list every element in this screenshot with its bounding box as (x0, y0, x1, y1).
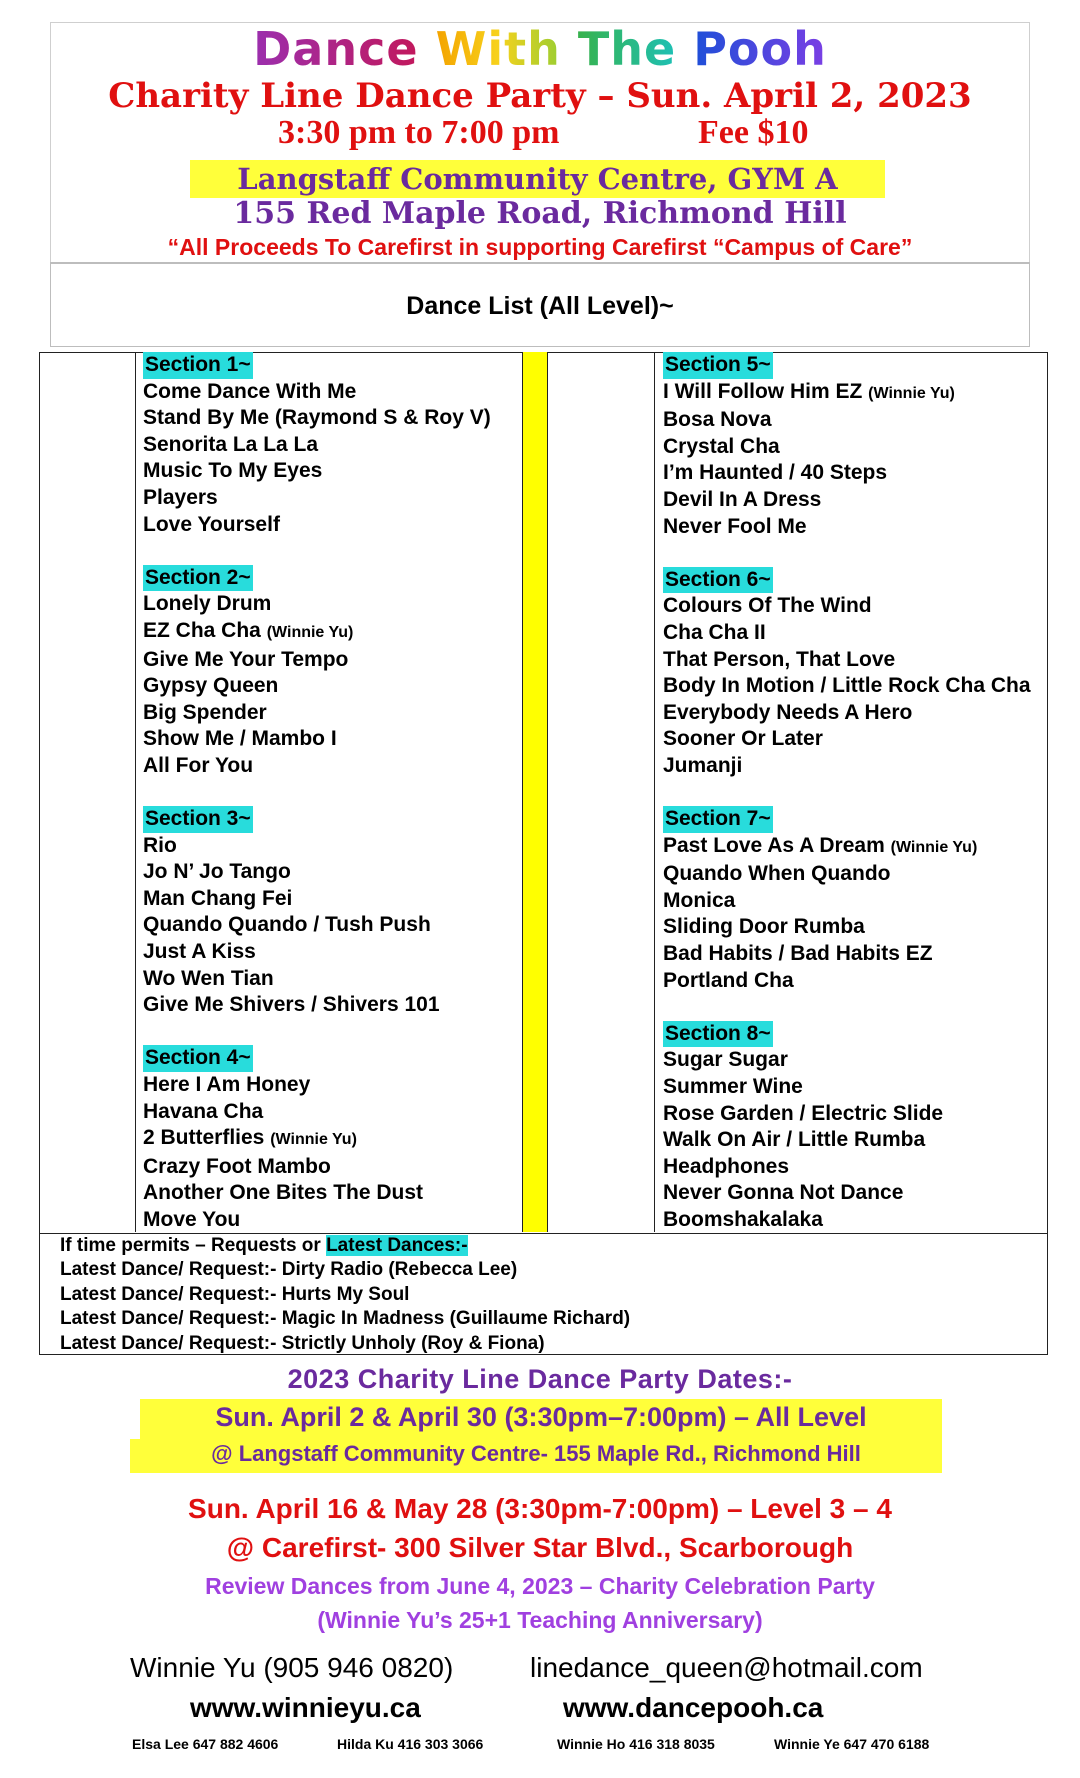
dance-item (143, 753, 491, 780)
dance-item (663, 941, 1031, 968)
dance-name: Jumanji (663, 753, 743, 777)
dance-item (143, 1099, 491, 1126)
dance-name: Quando When Quando (663, 862, 891, 886)
dance-name: Big Spender (143, 700, 267, 724)
section-heading (143, 1045, 491, 1072)
dance-name: Gypsy Queen (143, 674, 279, 698)
dance-name: 2 Butterflies (143, 1126, 265, 1150)
dance-instructor-note: (Winnie Yu) (868, 384, 955, 402)
contact-person: Winnie Ho 416 318 8035 (557, 1736, 715, 1752)
dance-name: Crazy Foot Mambo (143, 1154, 331, 1178)
latest-intro-highlight: Latest Dances:- (326, 1235, 468, 1256)
table-rule (654, 352, 655, 1232)
website-link-2[interactable]: www.dancepooh.ca (563, 1692, 824, 1723)
dance-item (663, 753, 1031, 780)
dance-item (663, 1074, 1031, 1101)
title-word-1: Dance (253, 22, 419, 76)
dance-name: Give Me Shivers / Shivers 101 (143, 993, 440, 1017)
dance-name: Another One Bites The Dust (143, 1181, 424, 1205)
dance-item (143, 726, 491, 753)
section-heading (663, 567, 1031, 594)
dance-item (143, 591, 491, 618)
dance-name: Crystal Cha (663, 434, 780, 458)
section-heading (143, 565, 491, 592)
section-label: Section 1~ (143, 352, 253, 379)
event-subtitle: Charity Line Dance Party – Sun. April 2, 2023 (108, 76, 972, 116)
dance-item (663, 460, 1031, 487)
section-gap (663, 780, 1031, 807)
dance-name: All For You (143, 753, 254, 777)
proceeds-note: “All Proceeds To Carefirst in supporting Carefirst “Campus of Care” (167, 234, 913, 260)
dance-name: Just A Kiss (143, 940, 256, 964)
dance-item (143, 458, 491, 485)
dance-name: Body In Motion / Little Rock Cha Cha (663, 674, 1031, 698)
dance-item (143, 673, 491, 700)
dance-name: Bad Habits / Bad Habits EZ (663, 942, 933, 966)
dance-name: Love Yourself (143, 512, 280, 536)
dance-name: Walk On Air / Little Rumba (663, 1128, 926, 1152)
latest-line: Latest Dance/ Request:- Magic In Madness (Guillaume Richard) (60, 1308, 631, 1330)
dance-item (663, 968, 1031, 995)
section-heading (663, 352, 1031, 379)
dance-item (663, 833, 1031, 862)
latest-line: Latest Dance/ Request:- Strictly Unholy (Roy & Fiona) (60, 1332, 545, 1354)
dance-item (663, 514, 1031, 541)
dance-item (663, 487, 1031, 514)
dance-item (663, 861, 1031, 888)
dance-name: Jo N’ Jo Tango (143, 860, 291, 884)
dance-name: Here I Am Honey (143, 1073, 311, 1097)
dance-item (663, 1180, 1031, 1207)
dance-name: Stand By Me (Raymond S & Roy V) (143, 406, 491, 430)
dance-name: Sooner Or Later (663, 727, 823, 751)
dance-item (663, 434, 1031, 461)
dance-item (143, 405, 491, 432)
section-heading (663, 1021, 1031, 1048)
section-heading (143, 352, 491, 379)
dance-item (663, 726, 1031, 753)
dance-name: Give Me Your Tempo (143, 647, 349, 671)
dance-item (143, 700, 491, 727)
dance-item (143, 1207, 491, 1234)
left-dance-column (143, 352, 491, 1234)
table-rule (522, 352, 523, 1232)
section-gap (663, 994, 1031, 1021)
dance-name: Music To My Eyes (143, 459, 323, 483)
dance-item (143, 886, 491, 913)
latest-line: Latest Dance/ Request:- Dirty Radio (Rebecca Lee) (60, 1259, 518, 1281)
dance-list-heading: Dance List (All Level)~ (406, 292, 674, 320)
section-label: Section 4~ (143, 1045, 253, 1072)
dance-item (663, 673, 1031, 700)
date-line-5: Review Dances from June 4, 2023 – Charity Celebration Party (205, 1573, 875, 1599)
divider-yellow-column (522, 352, 547, 1232)
section-gap (143, 538, 491, 565)
dance-name: I Will Follow Him EZ (663, 379, 863, 403)
dance-item (663, 647, 1031, 674)
contact-person: Hilda Ku 416 303 3066 (337, 1736, 484, 1752)
dance-name: Quando Quando / Tush Push (143, 913, 431, 937)
title-word-3: The (577, 22, 677, 76)
dance-item (663, 914, 1031, 941)
dance-item (143, 647, 491, 674)
flyer-title (0, 22, 1080, 76)
dance-name: EZ Cha Cha (143, 618, 261, 642)
title-word-2: With (435, 22, 561, 76)
section-label: Section 8~ (663, 1021, 773, 1048)
dance-name: Boomshakalaka (663, 1208, 823, 1231)
dance-item (143, 432, 491, 459)
dance-item (143, 966, 491, 993)
dance-item (663, 1101, 1031, 1128)
dance-item (663, 407, 1031, 434)
dance-item (663, 888, 1031, 915)
event-time: 3:30 pm to 7:00 pm (278, 114, 560, 151)
dance-instructor-note: (Winnie Yu) (270, 1131, 357, 1149)
section-label: Section 7~ (663, 806, 773, 833)
dance-name: Lonely Drum (143, 592, 272, 616)
dance-name: Never Fool Me (663, 514, 807, 538)
dance-name: Show Me / Mambo I (143, 727, 337, 751)
right-dance-column (663, 352, 1031, 1234)
dance-item (663, 1047, 1031, 1074)
dance-item (143, 379, 491, 406)
section-gap (143, 780, 491, 807)
date-line-4: @ Carefirst- 300 Silver Star Blvd., Scarborough (226, 1532, 854, 1563)
contact-person: Elsa Lee 647 882 4606 (132, 1736, 279, 1752)
dance-name: Havana Cha (143, 1099, 264, 1123)
dance-name: Portland Cha (663, 968, 794, 992)
dance-name: Colours Of The Wind (663, 594, 872, 618)
dates-title: 2023 Charity Line Dance Party Dates:- (287, 1364, 793, 1394)
event-address: 155 Red Maple Road, Richmond Hill (233, 196, 847, 231)
section-label: Section 6~ (663, 567, 773, 594)
date-line-6: (Winnie Yu’s 25+1 Teaching Anniversary) (317, 1607, 763, 1633)
date-line-3: Sun. April 16 & May 28 (3:30pm-7:00pm) – Level 3 – 4 (188, 1493, 892, 1524)
dance-instructor-note: (Winnie Yu) (890, 838, 978, 856)
dance-item (663, 620, 1031, 647)
section-label: Section 3~ (143, 806, 253, 833)
dance-item (663, 593, 1031, 620)
dance-item (143, 912, 491, 939)
dance-name: Sliding Door Rumba (663, 915, 865, 939)
dance-name: Cha Cha II (663, 620, 766, 644)
dance-item (143, 859, 491, 886)
dance-item (143, 1125, 491, 1154)
section-heading (663, 806, 1031, 833)
contact-person: Winnie Ye 647 470 6188 (774, 1736, 930, 1752)
dance-name: That Person, That Love (663, 647, 896, 671)
event-fee: Fee $10 (698, 114, 809, 151)
dance-item (143, 485, 491, 512)
dance-name: Man Chang Fei (143, 886, 293, 910)
dance-item (143, 833, 491, 860)
section-heading (143, 806, 491, 833)
dance-item (143, 1154, 491, 1181)
dance-item (663, 1127, 1031, 1154)
dance-item (143, 939, 491, 966)
latest-intro: If time permits – Requests or Latest Dances:- (60, 1235, 468, 1256)
dance-item (143, 992, 491, 1019)
dance-item (143, 512, 491, 539)
website-link-1[interactable]: www.winnieyu.ca (190, 1692, 421, 1723)
dance-instructor-note: (Winnie Yu) (266, 623, 354, 641)
dance-item (143, 1180, 491, 1207)
dance-name: Come Dance With Me (143, 379, 357, 403)
dance-name: Sugar Sugar (663, 1048, 788, 1072)
contact-phone: Winnie Yu (905 946 0820) (130, 1652, 454, 1683)
dance-name: Devil In A Dress (663, 487, 822, 511)
dance-name: Senorita La La La (143, 432, 319, 456)
dance-item (663, 379, 1031, 408)
latest-dances (60, 1234, 630, 1356)
dance-name: I’m Haunted / 40 Steps (663, 461, 888, 485)
dance-name: Move You (143, 1208, 241, 1231)
dance-name: Rio (143, 833, 177, 857)
dance-item (143, 618, 491, 647)
section-gap (143, 1019, 491, 1046)
dance-name: Monica (663, 888, 736, 912)
event-venue: Langstaff Community Centre, GYM A (237, 162, 838, 196)
section-label: Section 2~ (143, 565, 253, 592)
dance-name: Everybody Needs A Hero (663, 700, 913, 724)
dance-item (663, 1154, 1031, 1181)
date-line-2: @ Langstaff Community Centre- 155 Maple Rd., Richmond Hill (211, 1441, 861, 1466)
dance-item (663, 1207, 1031, 1234)
contact-email[interactable]: linedance_queen@hotmail.com (530, 1652, 923, 1683)
dance-name: Rose Garden / Electric Slide (663, 1101, 944, 1125)
table-rule (135, 352, 136, 1232)
dance-item (143, 1072, 491, 1099)
dance-name: Players (143, 485, 218, 509)
dance-name: Past Love As A Dream (663, 833, 885, 857)
dance-name: Wo Wen Tian (143, 966, 274, 990)
dance-item (663, 700, 1031, 727)
dance-name: Summer Wine (663, 1075, 803, 1099)
table-rule (547, 352, 548, 1232)
section-gap (663, 540, 1031, 567)
dance-name: Never Gonna Not Dance (663, 1181, 904, 1205)
section-label: Section 5~ (663, 352, 773, 379)
dance-name: Bosa Nova (663, 408, 772, 432)
latest-line: Latest Dance/ Request:- Hurts My Soul (60, 1283, 410, 1305)
dance-name: Headphones (663, 1154, 790, 1178)
title-word-4: Pooh (693, 22, 827, 76)
date-line-1: Sun. April 2 & April 30 (3:30pm–7:00pm) – All Level (215, 1402, 867, 1432)
